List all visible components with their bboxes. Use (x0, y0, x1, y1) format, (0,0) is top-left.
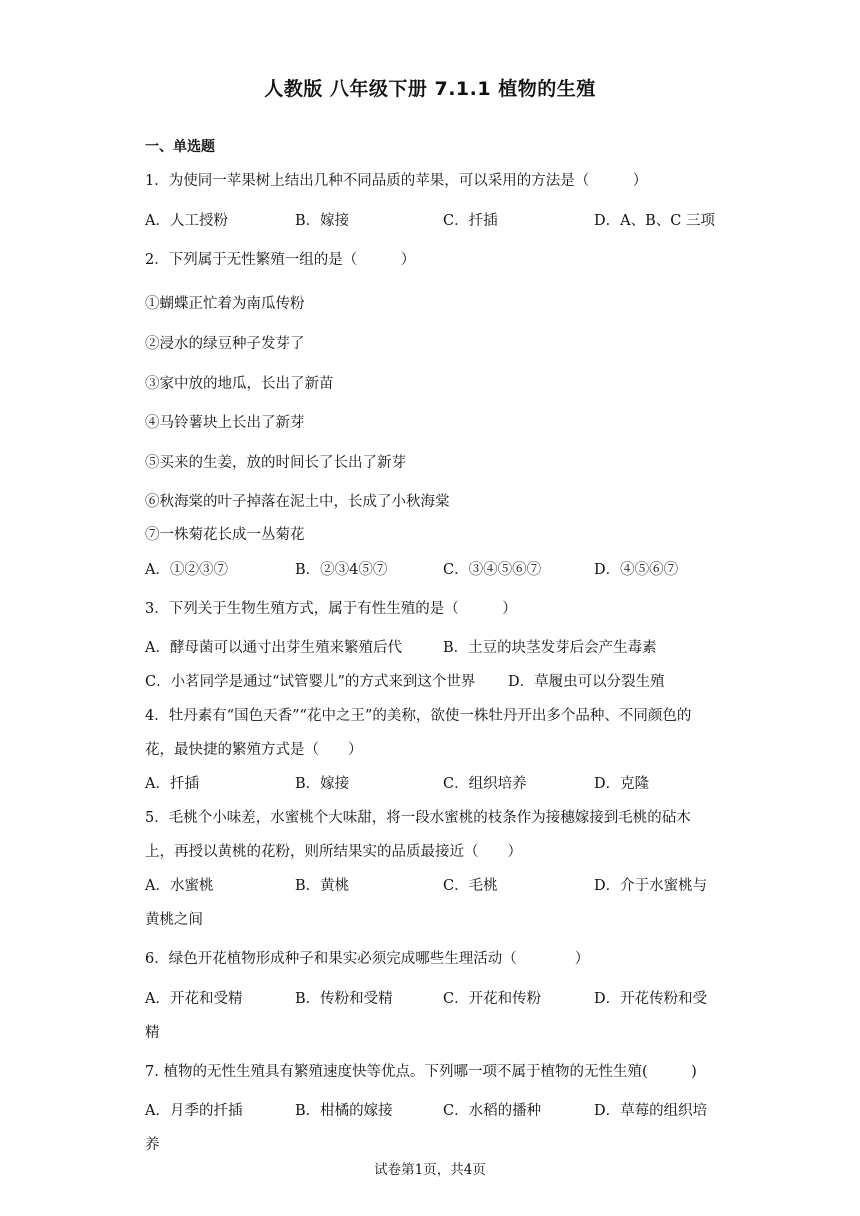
question-7-option-a: A．月季的扦插 (145, 1103, 243, 1119)
question-4-stem-line-1: 4．牡丹素有“国色天香”“花中之王”的美称，欲使一株牡丹开出多个品种、不同颜色的 (145, 708, 692, 724)
section-heading: 一、单选题 (145, 139, 215, 155)
question-6-option-c: C．开花和传粉 (443, 991, 542, 1007)
question-7-option-c: C．水稻的播种 (443, 1103, 542, 1119)
question-7-option-d-continued: 养 (145, 1137, 160, 1153)
question-2-option-a: A．①②③⑦ (145, 562, 228, 578)
question-2-stem: 2．下列属于无性繁殖一组的是（ ） (145, 252, 416, 268)
question-4-option-a: A．扦插 (145, 776, 199, 792)
question-3-option-a: A．酵母菌可以通寸出芽生殖来繁殖后代 (145, 640, 402, 656)
question-2-option-d: D．④⑤⑥⑦ (594, 562, 679, 578)
question-4-option-d: D．克隆 (594, 776, 650, 792)
question-4-stem-line-2: 花，最快捷的繁殖方式是（ ） (145, 742, 363, 758)
question-2-statement-7: ⑦一株菊花长成一丛菊花 (145, 527, 305, 543)
question-5-option-c: C．毛桃 (443, 878, 498, 894)
question-2-statement-3: ③家中放的地瓜，长出了新苗 (145, 376, 334, 392)
page-footer: 试卷第1页，共4页 (374, 1162, 486, 1178)
question-1-option-a: A．人工授粉 (145, 213, 228, 229)
question-7-option-b: B．柑橘的嫁接 (295, 1103, 393, 1119)
question-2-statement-1: ①蝴蝶正忙着为南瓜传粉 (145, 296, 305, 312)
question-5-option-d-continued: 黄桃之间 (145, 912, 203, 928)
question-6-stem: 6．绿色开花植物形成种子和果实必须完成哪些生理活动（ ） (145, 951, 590, 967)
question-5-stem-line-2: 上，再授以黄桃的花粉，则所结果实的品质最接近（ ） (145, 844, 522, 860)
question-2-statement-6: ⑥秋海棠的叶子掉落在泥土中，长成了小秋海棠 (145, 494, 450, 510)
question-4-option-b: B．嫁接 (295, 776, 350, 792)
question-3-option-b: B．土豆的块茎发芽后会产生毒素 (443, 640, 657, 656)
question-1-option-c: C．扦插 (443, 213, 498, 229)
question-2-statement-5: ⑤买来的生姜，放的时间长了长出了新芽 (145, 455, 406, 471)
question-3-stem: 3．下列关于生物生殖方式，属于有性生殖的是（ ） (145, 601, 517, 617)
question-7-stem: 7. 植物的无性生殖具有繁殖速度快等优点。下列哪一项不属于植物的无性生殖( ) (145, 1064, 697, 1080)
question-5-option-b: B．黄桃 (295, 878, 350, 894)
question-3-option-c: C．小茗同学是通过“试管婴儿”的方式来到这个世界 (145, 674, 476, 690)
question-1-option-d: D．A、B、C 三项 (594, 213, 715, 229)
question-5-option-a: A．水蜜桃 (145, 878, 214, 894)
question-6-option-d-continued: 精 (145, 1025, 160, 1041)
page-title: 人教版 八年级下册 7.1.1 植物的生殖 (264, 78, 596, 100)
question-6-option-b: B．传粉和受精 (295, 991, 393, 1007)
question-5-stem-line-1: 5．毛桃个小味差，水蜜桃个大味甜，将一段水蜜桃的枝条作为接穗嫁接到毛桃的砧木 (145, 810, 691, 826)
question-7-option-d: D．草莓的组织培 (594, 1103, 708, 1119)
question-2-statement-2: ②浸水的绿豆种子发芽了 (145, 336, 305, 352)
question-1-option-b: B．嫁接 (295, 213, 350, 229)
question-2-option-c: C．③④⑤⑥⑦ (443, 562, 542, 578)
question-4-option-c: C．组织培养 (443, 776, 527, 792)
question-3-option-d: D．草履虫可以分裂生殖 (508, 674, 665, 690)
question-2-option-b: B．②③4⑤⑦ (295, 562, 388, 578)
question-6-option-a: A．开花和受精 (145, 991, 243, 1007)
question-1-stem: 1．为使同一苹果树上结出几种不同品质的苹果，可以采用的方法是（ ） (145, 173, 648, 189)
question-6-option-d: D．开花传粉和受 (594, 991, 708, 1007)
question-2-statement-4: ④马铃薯块上长出了新芽 (145, 415, 305, 431)
question-5-option-d: D．介于水蜜桃与 (594, 878, 708, 894)
